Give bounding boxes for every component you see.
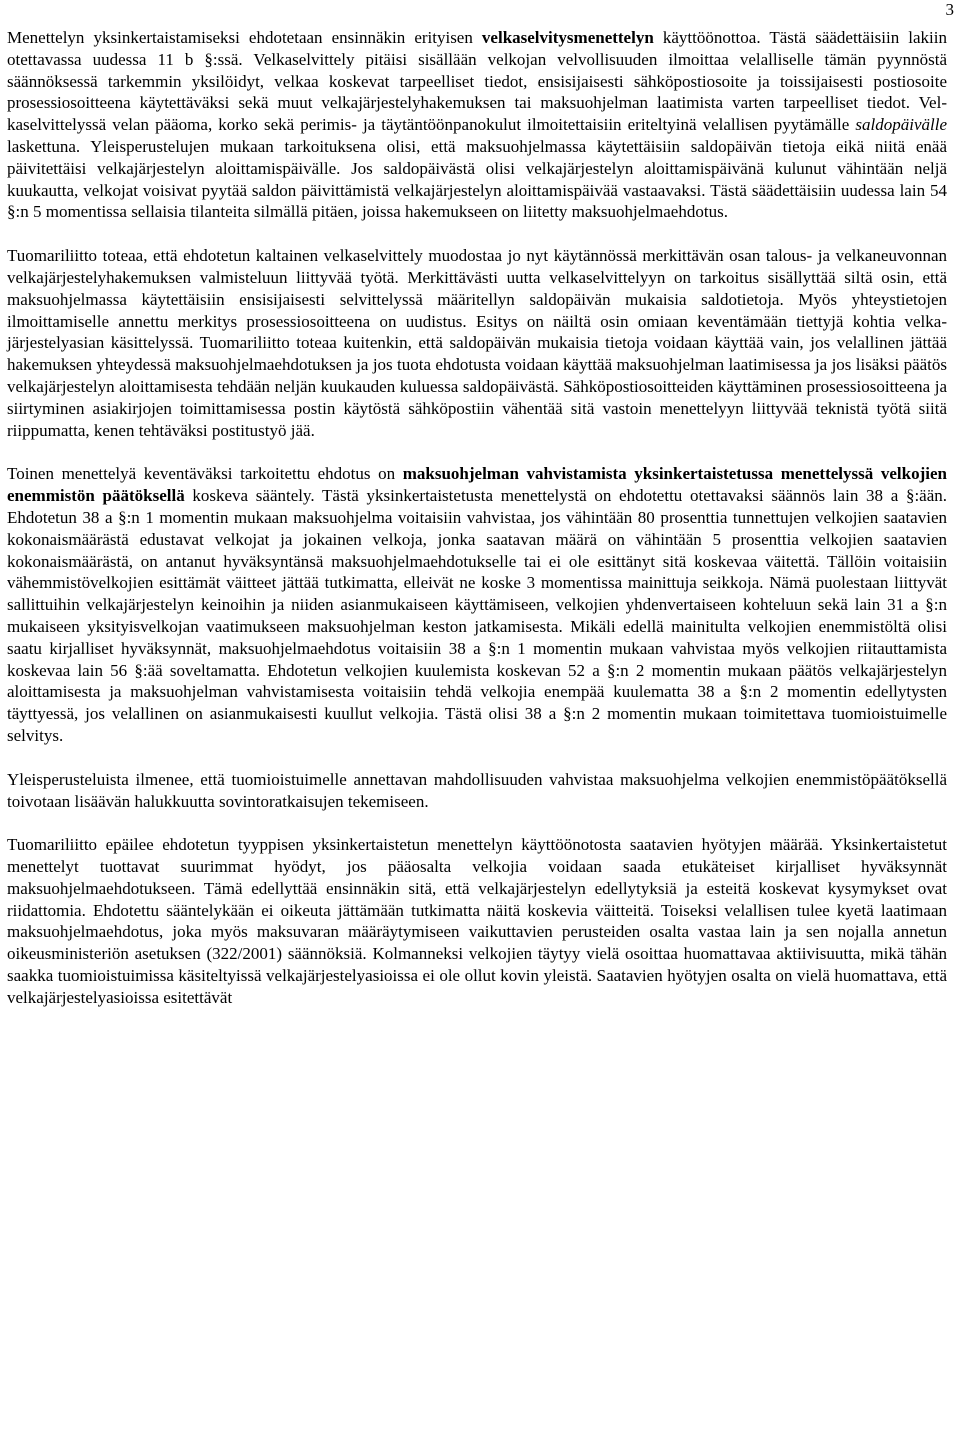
bold-term-maksuohjelman-vahvistaminen: maksuohjelman vahvistamista yksinkertaistetussa menettelyssä velkojien enemmistön päätöksellä <box>7 464 947 506</box>
paragraph-maksuohjelman-vahvistaminen <box>7 463 947 746</box>
text-segment: Toinen menettelyä keventäväksi tarkoitettu ehdotus on <box>7 464 403 484</box>
paragraph-tuomariliitto-toteaa <box>7 245 947 441</box>
text-segment: laskettuna. Yleisperustelujen mukaan tarkoituksena olisi, että maksuohjelmassa käytettäisiin saldopäivän tietoja eikä niitä enää päivitettäisi velkajärjestelyn aloittamispäivälle. Jos saldopäivästä olisi velkajärjestelyn aloittamispäivänä kulunut vähintään neljä kuukautta, velkojat voisivat pyytää saldon päivittämistä velkajärjestelyn aloittamispäivää vastaavaksi. Tästä säädettäisiin uudessa lain 54 §:n 5 momentissa sellaisia tilanteita silmällä pitäen, joissa hakemukseen on liitetty maksuohjelmaehdotus. <box>7 136 947 222</box>
paragraph-yleisperustelut <box>7 769 947 813</box>
text-segment: Menettelyn yksinkertaistamiseksi ehdotetaan ensinnäkin erityisen <box>7 28 482 47</box>
page-number: 3 <box>945 0 954 19</box>
paragraph-tuomariliitto-epailee <box>7 834 947 1008</box>
text-segment: Yleisperusteluista ilmenee, että tuomioistuimelle annettavan mahdollisuuden vahvistaa maksuohjelma velkojien enemmistöpäätöksellä toivotaan lisäävän halukkuutta sovintoratkaisujen tekemiseen. <box>7 769 947 811</box>
text-segment: Tuomariliitto epäilee ehdotetun tyyppisen yksinkertaistetun menettelyn käyttöönotosta saatavien hyötyjen määrää. Yksinkertaistetut menettelyt tuottavat suurimmat hyödyt, jos pääosalta velkojia voidaan saada etukäteiset kirjalliset hyväksynnät maksuohjelmaehdotukseen. Tämä edellyttää ensinnäkin sitä, että velkajärjestelyn edellytyksiä ja esteitä koskevat kysymykset ovat riidattomia. Ehdotettu sääntelykään ei oikeuta jättämään tutkimatta näitä koskevia väitteitä. Toiseksi velallisen tulee kyetä laatimaan maksuohjelmaehdotus, joka myös maksuvaran määräytymiseen vaikuttavien perusteiden osalta vastaa lain ja sen nojalla annetun oikeusministeriön asetuksen (322/2001) säännöksiä. Kolmanneksi velkojien täytyy vielä osoittaa huomattavaa aktiivisuutta, mikä tähän saakka tuomioistuimissa käsiteltyissä velkajärjestelyasioissa ei ole ollut kovin yleistä. Saatavien hyötyjen osalta on vielä huomattava, että velkajärjestelyasioissa esitettävät <box>7 835 947 1007</box>
bold-term-velkaselvitysmenettely: velkaselvitysmenettelyn <box>481 28 654 47</box>
text-segment: koskeva sääntely. Tästä yksinkertaistetusta menettelystä on ehdotettu otettavaksi säännös lain 38 a §:ään. Ehdotetun 38 a §:n 1 momentin mukaan maksuohjelma voitaisiin vahvistaa, jos vähintään 80 prosenttia tunnettujen velkojien saatavien kokonaismäärästä edustavat velkojat ja jokainen velkoja, jonka saatavan määrä on vähintään 5 prosenttia velkojien saatavien kokonaismäärästä, on antanut hyväksyntänsä maksuohjelmaehdotukselle tai ei ole esittänyt sitä koskevaa väitettä. Tällöin voitaisiin vähemmistövelkojien esittämät väitteet jättää tutkimatta, elleivät ne koske 3 momentissa mainittuja seikkoja. Nämä puolestaan liittyvät sallittuihin velkajärjestelyn keinoihin ja niiden asianmukaiseen käyttämiseen, velkojien yhdenvertaiseen kohteluun sekä lain 31 a §:n mukaiseen yksityisvelkojan vaatimukseen maksuohjelman keston jatkamisesta. Mikäli edellä mainitulta velkojien enemmistöltä olisi saatu kirjalliset hyväksynnät, maksuohjelmaehdotus voitaisiin 38 a §:n 1 momentin mukaan vahvistaa myös velkojien riitauttamista koskevaa lain 56 §:ää soveltamatta. Ehdotetun velkojien kuulemista koskevan 52 a §:n 2 momentin mukaan päätös velkajärjestelyn aloittamisesta ja maksuohjelman vahvistamisesta voitaisiin tehdä velkojia enempää kuulematta 38 a §:n 2 momentin edellytysten täyttyessä, jos velallinen on asianmukaisesti kuullut velkojia. Tästä olisi 38 a §:n 2 momentin mukaan toimitettava tuomioistuimelle selvitys. <box>7 486 948 745</box>
text-segment: käyttöönottoa. Tästä säädettäisiin lakiin otettavassa uudessa 11 b §:ssä. Velkaselvittely pitäisi sisällään velkojan velvollisuuden ilmoittaa velalliselle tämän pyynnöstä säännöksessä tarkemmin yksilöidyt, velkaa koskevat tarpeelliset tiedot, ensisijaisesti sähköpostiosoite ja toissijaisesti postiosoite prosessiosoitteena käytettäväksi sekä muut velkajärjestelyhakemuksen tai maksuohjelman laatimista varten tarpeelliset tiedot. Velkaselvittelyssä velan pääoma, korko sekä perimis- ja täytäntöönpanokulut ilmoitettaisiin eriteltyinä velallisen pyytämälle <box>7 28 948 135</box>
text-segment: Tuomariliitto toteaa, että ehdotetun kaltainen velkaselvittely muodostaa jo nyt käytännössä merkittävän osan talous- ja velkaneuvonnan velkajärjestelyhakemuksen valmisteluun liittyvää työtä. Merkittävästi uutta velkaselvittelyyn on tarkoitus sisällyttää siltä osin, että maksuohjelmassa käytettäisiin ensisijaisesti selvittelyssä määritellyn saldopäivän mukaisia saldotietoja. Myös yhteystietojen ilmoittamiselle annettu merkitys prosessiosoitteena on uudistus. Esitys on näiltä osin omiaan keventämään tiettyjä kohtia velkajärjestelyasian käsittelyssä. Tuomariliitto toteaa kuitenkin, että saldopäivän mukaisia tietoja voidaan käyttää vain, jos velallinen jättää hakemuksen yhteydessä maksuohjelmaehdotuksen ja jos tuota ehdotusta voidaan käyttää maksuohjelman laatimisessa ja jos lisäksi päätös velkajärjestelyn aloittamisesta tehdään neljän kuukauden kuluessa saldopäivästä. Sähköpostiosoitteiden käyttäminen prosessiosoitteena ja siirtyminen asiakirjojen toimittamisessa postin käytöstä sähköpostiin vähentää sitä vastoin menettelyyn liittyvää teknistä työtä siitä riippumatta, kenen tehtäväksi postitustyö jää. <box>7 246 947 440</box>
italic-term-saldopaiva: saldopäivälle <box>855 115 947 135</box>
paragraph-velkaselvitys <box>7 27 947 223</box>
document-body <box>7 27 947 1009</box>
